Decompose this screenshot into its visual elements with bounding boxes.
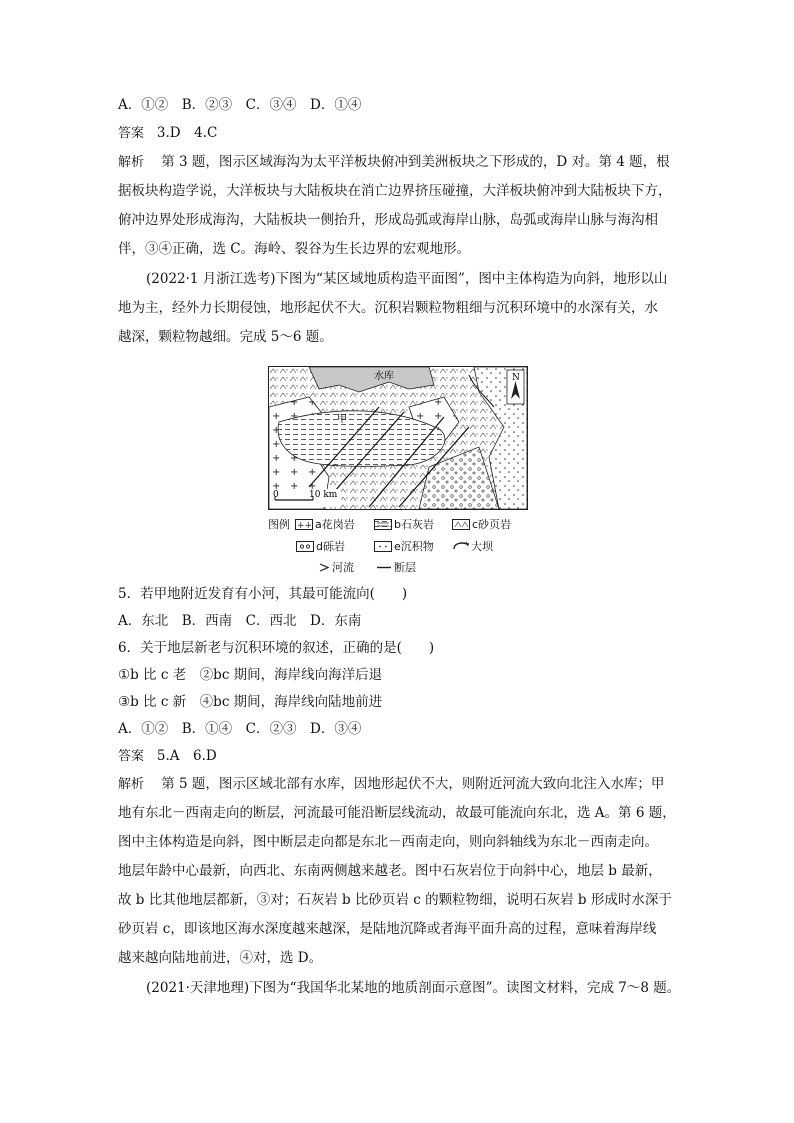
analysis2-line-1: 解析 第 5 题，图示区域北部有水库，因地形起伏不大，则附近河流大致向北注入水库；甲	[118, 776, 665, 792]
intro1-line-2: 地为主，经外力长期侵蚀，地形起伏不大。沉积岩颗粒物粗细与沉积环境中的水深有关，水	[118, 300, 658, 316]
legend-d: d砾岩	[316, 540, 345, 553]
answer-label-2: 答案	[118, 749, 145, 764]
q6-statements-2: ③b 比 c 新 ④bc 期间，海岸线向陆地前进	[118, 694, 383, 710]
analysis-label: 解析	[118, 155, 145, 170]
north-label: N	[512, 373, 520, 383]
answer-row-2	[118, 747, 217, 766]
reservoir-label: 水库	[374, 371, 394, 382]
legend-granite-icon	[295, 519, 313, 530]
legend-sediment-icon	[374, 541, 392, 552]
analysis2-line-3: 图中主体构造是向斜，图中断层走向都是东北－西南走向，则向斜轴线为东北－西南走向。	[118, 834, 658, 850]
answer-value: 3.D 4.C	[156, 125, 218, 141]
analysis-line-3: 俯冲边界处形成海沟，大陆板块一侧抬升，形成岛弧或海岸山脉，岛弧或海岸山脉与海沟相	[118, 212, 658, 228]
q6-statements-1: ①b 比 c 老 ②bc 期间，海岸线向海洋后退	[118, 667, 383, 683]
analysis2-line-7: 越来越向陆地前进，④对，选 D。	[118, 950, 323, 966]
analysis2-line-6: 砂页岩 c，即该地区海水深度越来越深，是陆地沉降或者海平面升高的过程，意味着海岸线	[118, 921, 657, 937]
svg-text:++: ++	[297, 521, 313, 530]
scale-ten: 10 km	[309, 490, 338, 500]
answer-row-1	[118, 124, 217, 143]
analysis-line-4: 伴，③④正确，选 C。海岭、裂谷为生长边界的宏观地形。	[118, 241, 471, 257]
intro2: (2021·天津地理)下图为“我国华北某地的地质剖面示意图”。读图文材料，完成 7～8 题。	[146, 980, 681, 996]
analysis-label-2: 解析	[118, 777, 145, 792]
scale-zero: 0	[273, 490, 279, 500]
analysis-line-2: 据板块构造学说，大洋板块与大陆板块在消亡边界挤压碰撞，大洋板块俯冲到大陆板块下方，	[118, 183, 672, 199]
legend-dam: 大坝	[471, 540, 493, 553]
analysis2-line-2: 地有东北－西南走向的断层，河流最可能沿断层线流动，故最可能流向东北，选 A。第 6 题，	[118, 805, 676, 821]
legend-title: 图例	[268, 518, 290, 531]
q4-options: A．①② B．②③ C．③④ D．①④	[118, 97, 362, 113]
intro1-line-1: (2022·1 月浙江选考)下图为“某区域地质构造平面图”，图中主体构造为向斜，地形以山	[146, 271, 668, 287]
jia-label: 甲	[337, 414, 347, 425]
legend-conglomerate-icon	[296, 541, 314, 552]
analysis2-line-5: 故 b 比其他地层都新，③对；石灰岩 b 比砂页岩 c 的颗粒物细，说明石灰岩 b 形成时水深于	[118, 892, 672, 908]
fault-icon	[376, 562, 392, 573]
intro1-line-3: 越深，颗粒物越细。完成 5～6 题。	[118, 329, 333, 345]
legend-b: b石灰岩	[394, 518, 434, 531]
dam-icon	[452, 540, 470, 552]
legend-c: c砂页岩	[472, 518, 512, 531]
q6-options: A．①② B．①④ C．②③ D．③④	[118, 721, 362, 737]
legend-e: e沉积物	[394, 540, 434, 553]
legend-a: a花岗岩	[315, 518, 355, 531]
legend-sandstone-icon	[452, 519, 470, 530]
q5-stem: 5．若甲地附近发育有小河，其最可能流向( )	[118, 586, 408, 602]
legend-river: 河流	[332, 561, 354, 574]
answer-label: 答案	[118, 126, 145, 141]
q5-options: A．东北 B．西南 C．西北 D．东南	[118, 613, 362, 629]
q6-stem: 6．关于地层新老与沉积环境的叙述，正确的是( )	[118, 640, 435, 656]
geologic-map	[268, 366, 528, 510]
river-icon	[318, 562, 332, 573]
legend-fault: 断层	[394, 561, 416, 574]
analysis-line-1: 解析 第 3 题，图示区域海沟为太平洋板块俯冲到美洲板块之下形成的，D 对。第 4 题，根	[118, 154, 670, 170]
analysis2-line-4: 地层年龄中心最新，向西北、东南两侧越来越老。图中石灰岩位于向斜中心，地层 b 最新，	[118, 863, 662, 879]
answer-value-2: 5.A 6.D	[156, 748, 217, 764]
legend-limestone-icon	[374, 519, 392, 530]
